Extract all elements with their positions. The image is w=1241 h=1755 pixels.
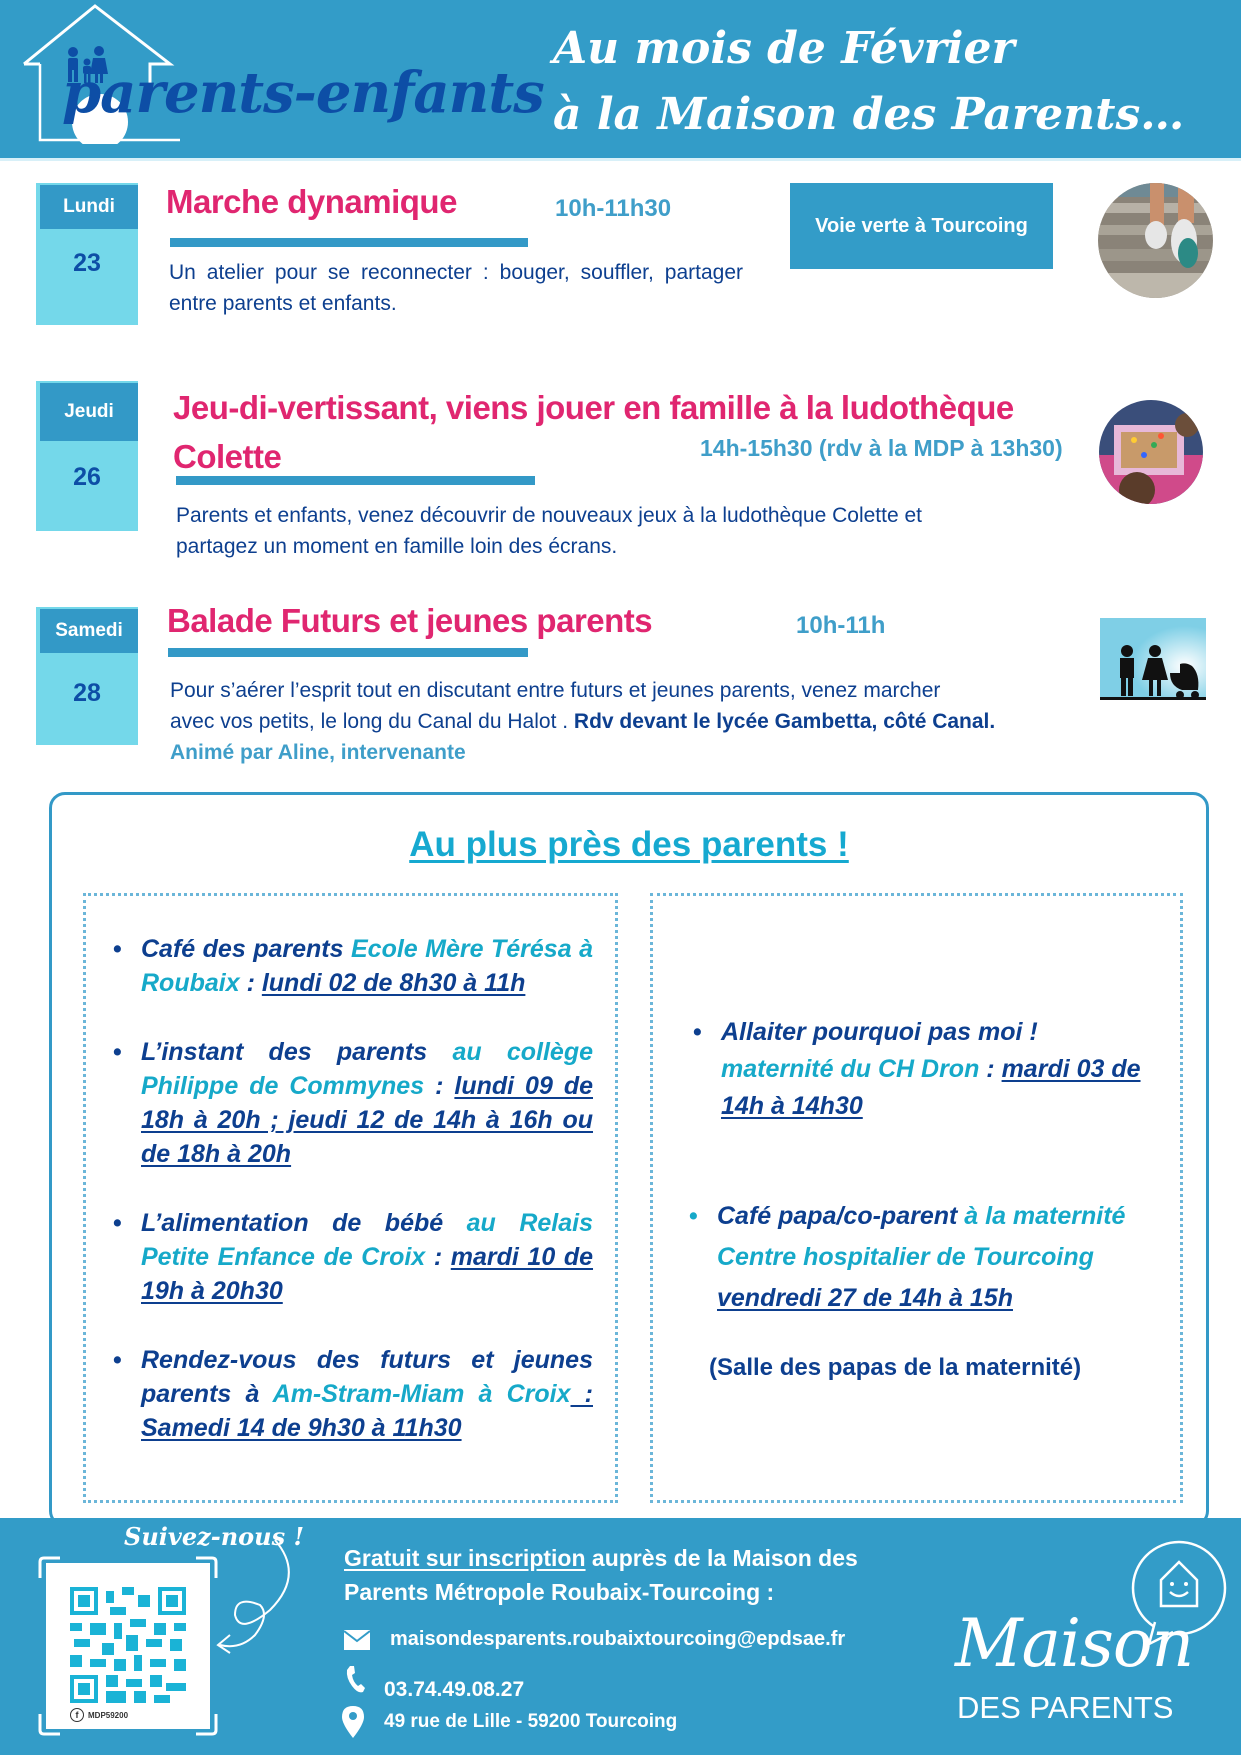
event-date: 23 [73,249,101,277]
event-date-box [36,607,138,745]
list-item-place: Ecole Mère Térésa à Roubaix [141,935,593,997]
list-item-name: L’instant des parents [141,1038,453,1066]
location-pin-icon [342,1706,364,1738]
list-item-separator: : [424,1072,455,1100]
nearby-events-panel [49,792,1209,1527]
event-time: 14h-15h30 (rdv à la MDP à 13h30) [700,435,1063,461]
list-item-when: vendredi 27 de 14h à 15h [717,1284,1013,1312]
list-item [113,1035,594,1171]
list-item-name: Allaiter pourquoi pas moi ! [721,1018,1038,1046]
event-time: 10h-11h [796,612,886,639]
event-description [176,500,922,562]
email-text[interactable]: maisondesparents.roubaixtourcoing@epdsae.fr [390,1628,846,1650]
list-item [693,1014,1181,1125]
list-item-when: mardi 03 de 14h à 14h30 [721,1055,1141,1120]
contact-email[interactable] [344,1628,845,1651]
event-date-box [36,183,138,325]
location-button[interactable]: Voie verte à Tourcoing [790,183,1053,269]
list-item-name: Café des parents [141,935,351,963]
list-item-place: au collège Philippe de Commynes [141,1038,594,1100]
list-item-name: L’alimentation de bébé [141,1209,467,1237]
header-divider [0,158,1241,161]
list-item-place: à la maternité Centre hospitalier de Tourcoing [717,1202,1126,1271]
list-item-when: mardi 10 de 19h à 20h30 [141,1243,594,1305]
event-meeting-point: Rdv devant le lycée Gambetta, côté Canal. [573,710,996,733]
registration-free-label: Gratuit sur inscription [344,1545,586,1571]
facebook-handle-text: MDP59200 [88,1710,129,1720]
children-playing-photo [1099,400,1203,504]
event-description: Un atelier pour se reconnecter : bouger, souffler, partager entre parents et enfants. [169,261,743,315]
event-description-line-2 [170,706,995,737]
event-title-underline [168,648,528,657]
right-events-column [650,893,1183,1503]
brand-logo-subtitle: DES PARENTS [957,1690,1174,1725]
bullet-icon: • [693,1018,702,1046]
list-item-place: Am-Stram-Miam à Croix [272,1380,571,1408]
event-description-line-2: partagez un moment en famille loin des écrans. [176,535,618,558]
event-day: Jeudi [36,381,138,441]
list-item [689,1196,1167,1319]
event-description-line-1: Parents et enfants, venez découvrir de nouveaux jeux à la ludothèque Colette et [176,504,922,527]
logo-text: parents-enfants [62,60,544,126]
list-item [113,1206,594,1308]
facebook-handle[interactable] [70,1708,128,1722]
list-item-separator: : [239,969,262,997]
event-description-text: avec vos petits, le long du Canal du Halot . [170,710,574,733]
event-day: Samedi [36,607,138,653]
room-note: (Salle des papas de la maternité) [709,1354,1082,1381]
phone-icon [344,1664,366,1694]
event-title-line-1: Jeu-di-vertissant, viens jouer en famille à la ludothèque [173,389,1014,426]
contact-phone[interactable] [344,1666,524,1702]
list-item-separator: : [570,1380,593,1408]
event-animator: Animé par Aline, intervenante [170,741,466,764]
page-title-line-2: à la Maison des Parents… [553,89,1185,140]
event-title-underline [170,238,528,247]
address-text: 49 rue de Lille - 59200 Tourcoing [384,1711,678,1732]
list-item-place: maternité du CH Dron [721,1055,980,1083]
list-item-name: Café papa/co-parent [717,1202,965,1230]
event-title [173,383,1014,481]
phone-text[interactable]: 03.74.49.08.27 [384,1678,525,1701]
left-events-column [83,893,618,1503]
list-item-when: Samedi 14 de 9h30 à 11h30 [141,1414,462,1442]
registration-info [344,1541,924,1609]
list-item-when: lundi 09 de 18h à 20h ; jeudi 12 de 14h à 16h ou de 18h à 20h [141,1072,593,1168]
event-title-underline [176,476,535,485]
page-title [553,16,1184,148]
bullet-icon: • [113,1346,122,1374]
list-item-separator: : [425,1243,451,1271]
event-description-line-1: Pour s’aérer l’esprit tout en discutant entre futurs et jeunes parents, venez marcher [170,679,941,702]
event-title: Marche dynamique [166,183,457,220]
event-date-box [36,381,138,531]
brand-logo-script: Maison [955,1605,1194,1682]
facebook-icon: f [70,1708,84,1722]
event-title: Balade Futurs et jeunes parents [167,602,653,639]
page-title-line-1: Au mois de Février [553,23,1015,74]
list-item-name: Rendez-vous des futurs et jeunes parents à [141,1346,593,1408]
list-item-when: lundi 02 de 8h30 à 11h [261,969,526,997]
follow-us-label: Suivez-nous ! [124,1522,305,1551]
bullet-icon: • [689,1202,698,1230]
contact-address [342,1706,677,1738]
event-time: 10h-11h30 [555,195,672,222]
parents-with-stroller-pictogram [1100,618,1206,700]
list-item-place: au Relais Petite Enfance de Croix [141,1209,593,1271]
envelope-icon [344,1630,370,1650]
event-day: Lundi [36,183,138,229]
event-description [170,675,995,768]
registration-text: auprès de la Maison des Parents Métropole Roubaix-Tourcoing : [344,1545,858,1605]
event-title-line-2: Colette [173,438,282,475]
qr-code-card[interactable] [46,1563,210,1729]
list-item [113,932,593,1000]
qr-code-icon[interactable] [70,1587,186,1703]
event-date: 28 [73,679,101,707]
bullet-icon: • [113,1209,122,1237]
bullet-icon: • [113,1038,122,1066]
list-item [113,1343,593,1445]
list-item-separator: : [979,1055,1002,1083]
event-date: 26 [73,463,101,491]
curved-arrow-icon [210,1535,300,1655]
panel-title: Au plus près des parents ! [409,825,849,864]
feet-walking-stairs-photo [1098,183,1213,298]
bullet-icon: • [113,935,122,963]
